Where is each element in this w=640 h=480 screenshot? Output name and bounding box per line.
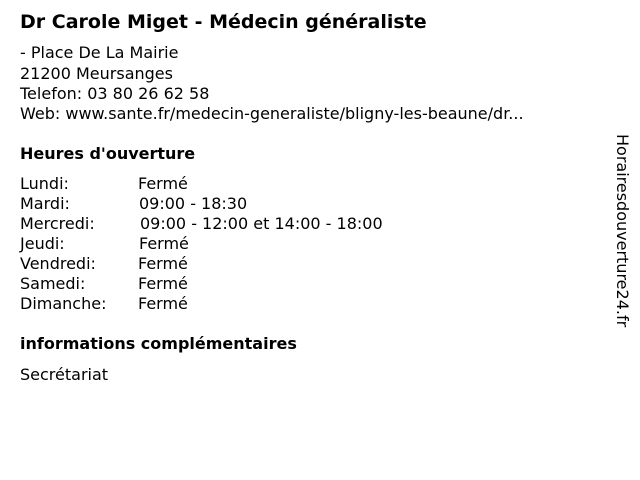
hours-day-label: Mercredi: (20, 214, 95, 233)
hours-day-label: Jeudi: (20, 234, 65, 253)
opening-hours-heading: Heures d'ouverture (20, 144, 196, 163)
hours-day-label: Mardi: (20, 194, 70, 213)
hours-day-label: Samedi: (20, 274, 86, 293)
hours-day-label: Lundi: (20, 174, 69, 193)
hours-value: Fermé (138, 294, 188, 313)
hours-day-label: Vendredi: (20, 254, 96, 273)
additional-info-text: Secrétariat (20, 365, 109, 384)
hours-value: 09:00 - 12:00 et 14:00 - 18:00 (140, 214, 383, 233)
page-title: Dr Carole Miget - Médecin généraliste (20, 11, 427, 33)
hours-value: Fermé (138, 174, 188, 193)
website-line: Web: www.sante.fr/medecin-generaliste/bligny-les-beaune/dr... (20, 104, 524, 123)
phone-line: Telefon: 03 80 26 62 58 (20, 84, 210, 103)
additional-info-heading: informations complémentaires (20, 334, 297, 353)
hours-day-label: Dimanche: (20, 294, 107, 313)
hours-value: Fermé (138, 274, 188, 293)
address-line-2: 21200 Meursanges (20, 64, 173, 83)
hours-value: Fermé (139, 234, 189, 253)
hours-value: 09:00 - 18:30 (139, 194, 248, 213)
hours-value: Fermé (138, 254, 188, 273)
address-line-1: - Place De La Mairie (20, 43, 179, 62)
site-watermark: Horairesdouverture24.fr (613, 134, 632, 328)
